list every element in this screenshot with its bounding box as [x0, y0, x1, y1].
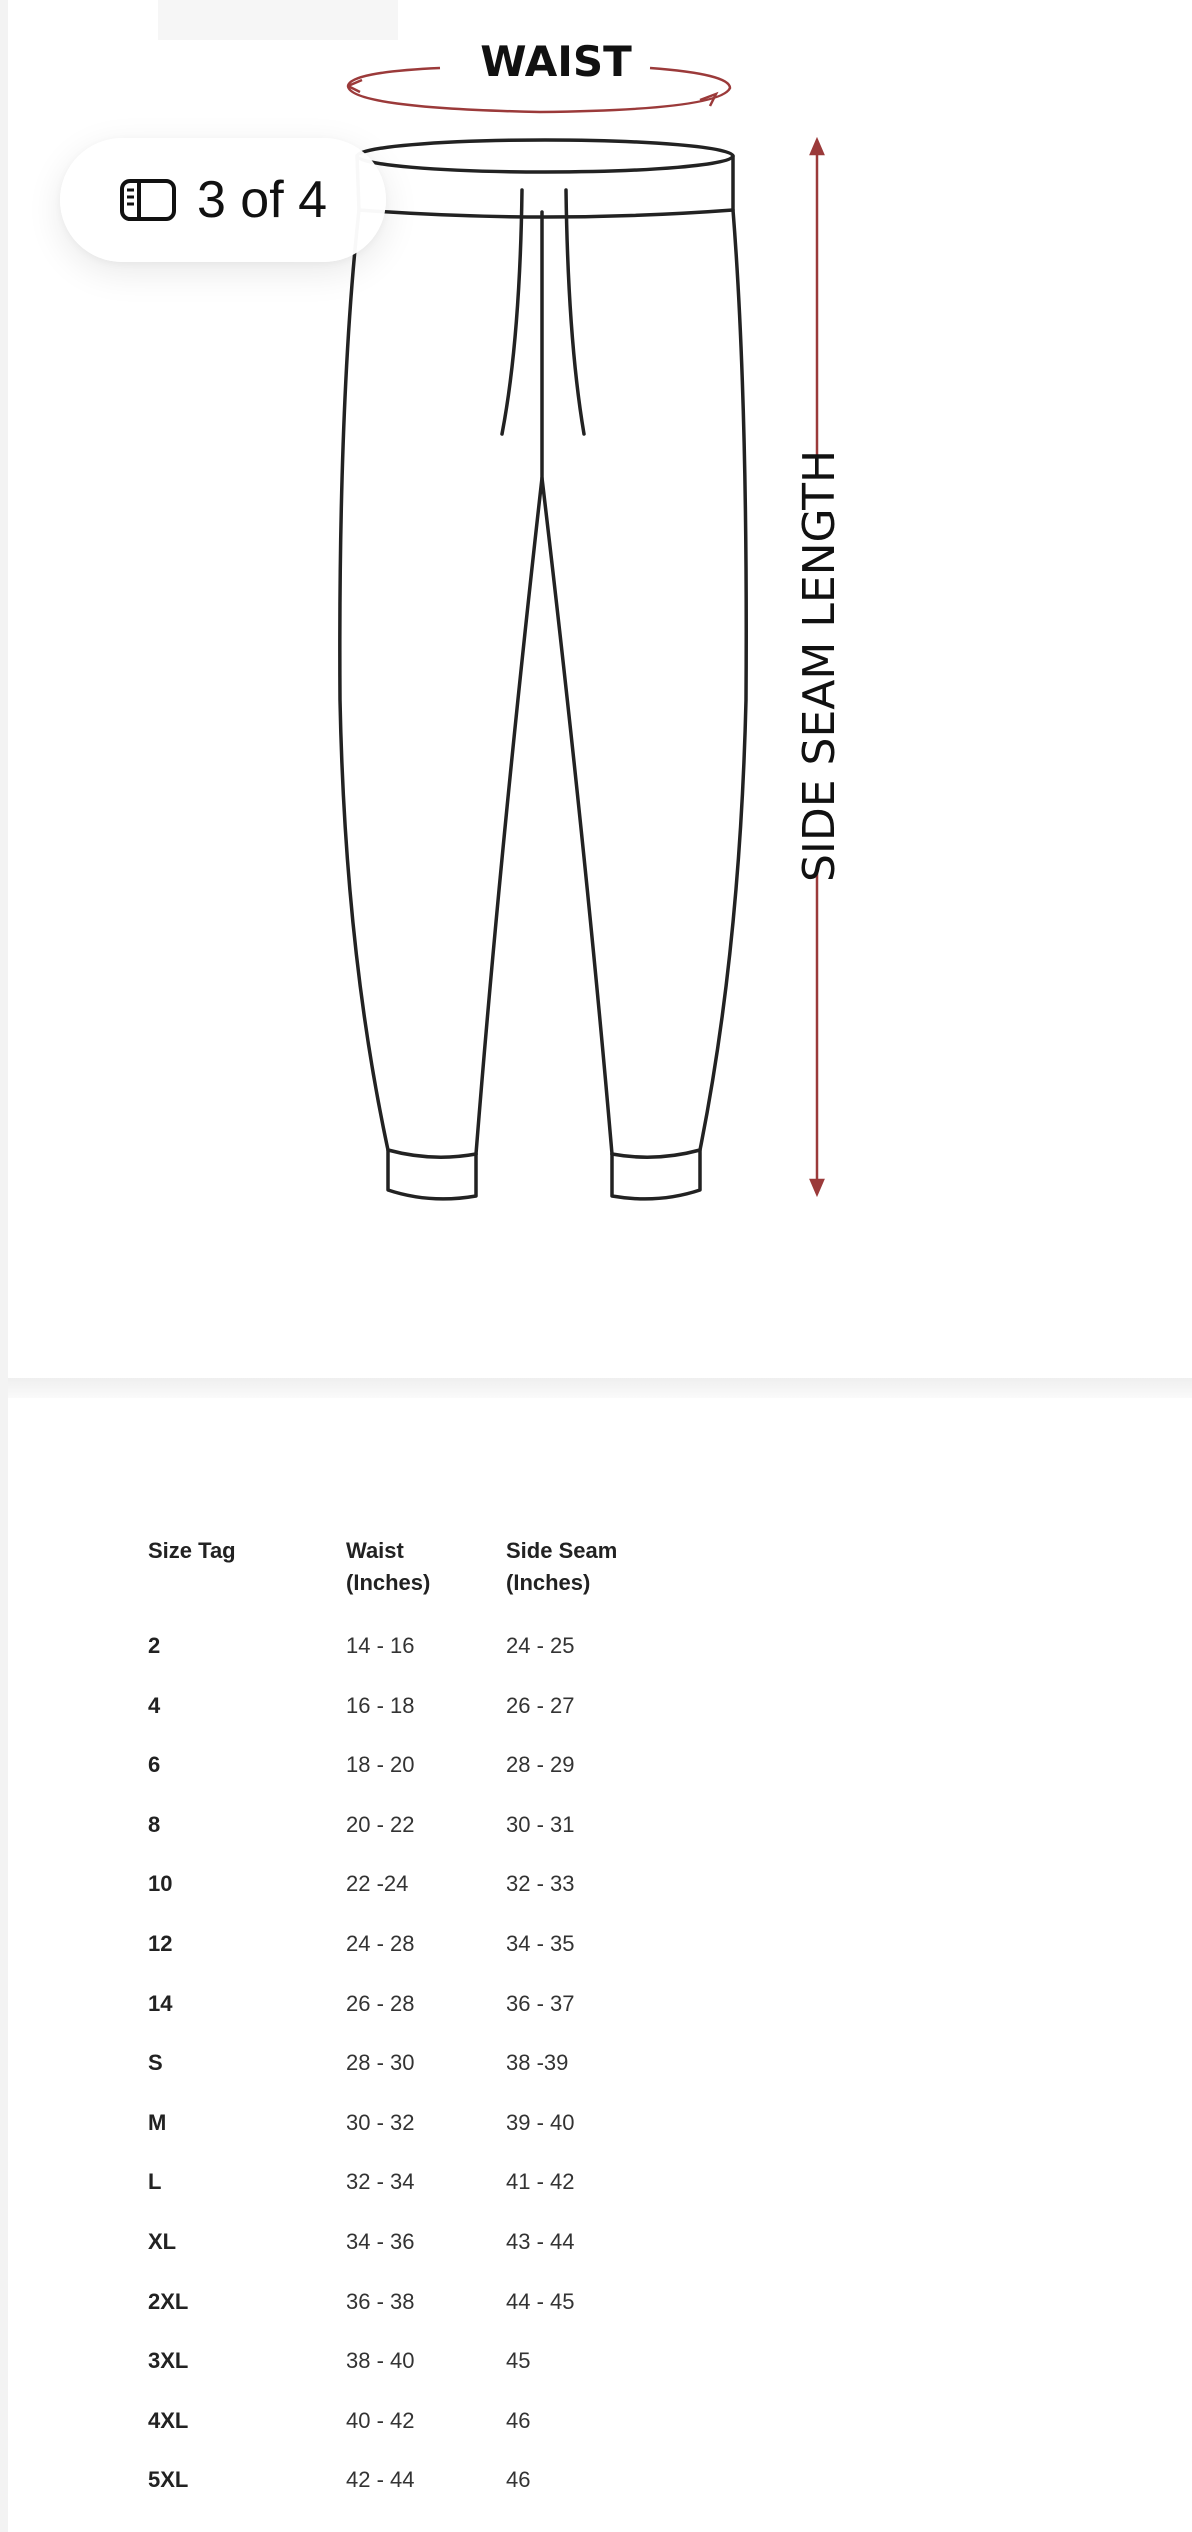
- section-divider: [8, 1378, 1192, 1398]
- waist-cell: 14 - 16: [346, 1633, 415, 1658]
- waist-cell: 22 -24: [346, 1871, 409, 1897]
- size-cell: 10: [148, 1871, 173, 1897]
- waist-cell: 30 - 32: [346, 2109, 415, 2135]
- size-cell: 2: [148, 1633, 161, 1658]
- gallery-pages-icon: [119, 178, 177, 222]
- seam-cell: 44 - 45: [506, 2288, 575, 2314]
- size-chart-table: [148, 1535, 708, 2524]
- size-cell: L: [148, 2169, 162, 2195]
- waist-cell: 20 - 22: [346, 1811, 415, 1837]
- seam-cell: 46: [506, 2407, 531, 2433]
- waist-cell: 36 - 38: [346, 2288, 415, 2314]
- table-row: [148, 2226, 708, 2286]
- header-seam-line1: Side Seam: [506, 1538, 618, 1563]
- image-counter-badge[interactable]: [60, 138, 386, 262]
- seam-cell: 32 - 33: [506, 1871, 575, 1897]
- header-waist: [346, 1535, 506, 1599]
- seam-cell: 28 - 29: [506, 1752, 575, 1778]
- table-row: [148, 1749, 708, 1809]
- size-cell: 6: [148, 1752, 161, 1778]
- size-cell: 8: [148, 1811, 161, 1837]
- waist-cell: 24 - 28: [346, 1930, 415, 1956]
- waist-cell: 38 - 40: [346, 2348, 415, 2374]
- table-row: [148, 2286, 708, 2346]
- image-counter-text: 3 of 4: [196, 171, 328, 229]
- size-chart-header-row: [148, 1535, 708, 1630]
- seam-cell: 38 -39: [506, 2050, 569, 2076]
- header-side-seam: [506, 1535, 706, 1599]
- table-row: [148, 2345, 708, 2405]
- seam-cell: 45: [506, 2348, 531, 2374]
- table-row: [148, 1928, 708, 1988]
- waist-cell: 40 - 42: [346, 2407, 415, 2433]
- size-cell: XL: [148, 2228, 177, 2254]
- waist-label: WAIST: [480, 37, 632, 86]
- table-row: [148, 1630, 708, 1690]
- seam-cell: 36 - 37: [506, 1990, 575, 2016]
- waist-cell: 18 - 20: [346, 1752, 415, 1778]
- size-cell: 2XL: [148, 2288, 189, 2314]
- pants-outline: [340, 140, 746, 1199]
- header-seam-line2: (Inches): [506, 1570, 591, 1595]
- table-row: [148, 2166, 708, 2226]
- header-waist-line1: Waist: [346, 1538, 404, 1563]
- table-row: [148, 2464, 708, 2524]
- seam-cell: 30 - 31: [506, 1811, 575, 1837]
- table-row: [148, 2405, 708, 2465]
- table-row: [148, 2047, 708, 2107]
- size-cell: 4: [148, 1692, 161, 1718]
- table-row: [148, 1809, 708, 1869]
- size-cell: M: [148, 2109, 167, 2135]
- header-waist-line2: (Inches): [346, 1570, 431, 1595]
- table-row: [148, 1690, 708, 1750]
- size-cell: 12: [148, 1930, 173, 1956]
- waist-cell: 34 - 36: [346, 2228, 415, 2254]
- seam-cell: 26 - 27: [506, 1692, 575, 1718]
- header-size-tag: Size Tag: [148, 1538, 236, 1563]
- side-seam-label: SIDE SEAM LENGTH: [794, 449, 845, 883]
- size-cell: 14: [148, 1990, 173, 2016]
- seam-cell: 41 - 42: [506, 2169, 575, 2195]
- waist-cell: 26 - 28: [346, 1990, 415, 2016]
- waist-cell: 42 - 44: [346, 2467, 415, 2493]
- seam-cell: 34 - 35: [506, 1930, 575, 1956]
- seam-cell: 46: [506, 2467, 531, 2493]
- waist-cell: 16 - 18: [346, 1692, 415, 1718]
- seam-cell: 24 - 25: [506, 1633, 575, 1658]
- table-row: [148, 2107, 708, 2167]
- table-row: [148, 1988, 708, 2048]
- waist-cell: 32 - 34: [346, 2169, 415, 2195]
- size-cell: 5XL: [148, 2467, 189, 2493]
- seam-cell: 43 - 44: [506, 2228, 575, 2254]
- size-cell: 3XL: [148, 2348, 189, 2374]
- waist-cell: 28 - 30: [346, 2050, 415, 2076]
- seam-cell: 39 - 40: [506, 2109, 575, 2135]
- size-cell: 4XL: [148, 2407, 189, 2433]
- size-cell: S: [148, 2050, 163, 2076]
- table-row: [148, 1868, 708, 1928]
